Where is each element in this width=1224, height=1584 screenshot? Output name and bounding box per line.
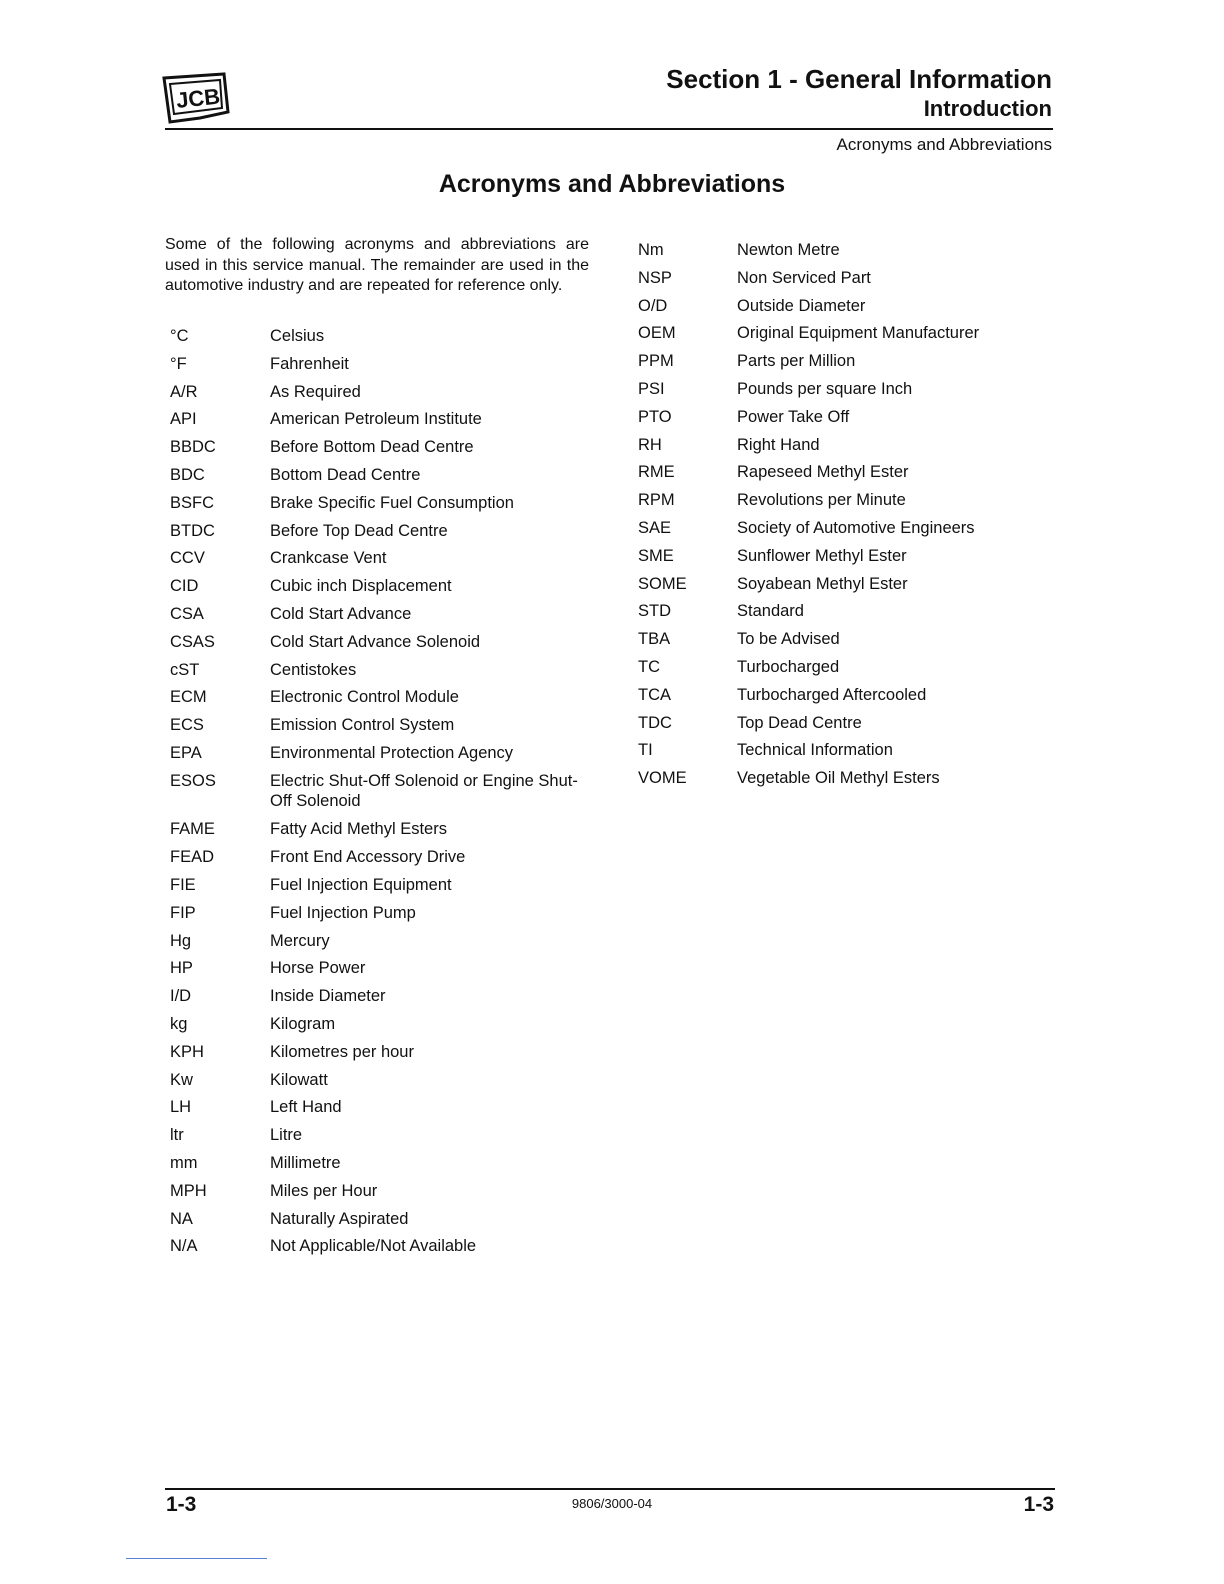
glossary-definition: Pounds per square Inch [737,380,913,398]
glossary-abbreviation: OEM [638,324,676,343]
glossary-definition: Emission Control System [270,716,455,735]
footer-doc-number: 9806/3000-04 [571,1496,653,1511]
glossary-definition: Environmental Protection Agency [270,744,514,762]
glossary-definition: Electric Shut-Off Solenoid or Engine Shut-Off Solenoid [270,771,578,811]
glossary-abbreviation: CSAS [170,632,215,651]
topic-label: Acronyms and Abbreviations [836,135,1052,154]
glossary-definition: Newton Metre [737,241,840,259]
glossary-abbreviation: TCA [638,685,671,704]
glossary-definition: Front End Accessory Drive [270,848,466,867]
footer-page-right: 1-3 [1023,1493,1054,1516]
glossary-abbreviation: I/D [170,987,192,1006]
glossary-abbreviation: EPA [170,744,202,762]
glossary-definition: Fuel Injection Equipment [270,875,452,894]
glossary-definition: Cubic inch Displacement [270,577,452,596]
glossary-abbreviation: TI [638,741,653,760]
jcb-logo [160,72,232,124]
glossary-abbreviation: STD [638,602,671,621]
glossary-abbreviation: Hg [170,931,192,950]
glossary-abbreviation: TBA [638,630,671,649]
glossary-definition: Litre [270,1126,303,1145]
glossary-definition: Top Dead Centre [737,713,862,732]
glossary-abbreviation: BSFC [170,493,215,512]
glossary-abbreviation: MPH [170,1181,207,1200]
glossary-definition: Left Hand [270,1098,342,1117]
glossary-definition: Non Serviced Part [737,268,871,287]
glossary-abbreviation: ECM [170,688,207,707]
glossary-abbreviation: FIP [170,903,196,922]
footer-rule [165,1488,1055,1490]
glossary-definition: Before Top Dead Centre [270,521,448,540]
glossary-definition: As Required [270,382,361,401]
glossary-abbreviation: BBDC [170,438,216,457]
glossary-abbreviation: CID [170,577,199,596]
glossary-abbreviation: SOME [638,574,687,593]
glossary-definition: Standard [737,602,804,621]
glossary-definition: Not Applicable/Not Available [270,1237,477,1256]
glossary-abbreviation: NSP [638,268,672,287]
glossary-abbreviation: RME [638,463,675,482]
glossary-definition: Electronic Control Module [270,688,459,707]
glossary-definition: Original Equipment Manufacturer [737,324,980,343]
glossary-abbreviation: FIE [170,875,196,894]
glossary-abbreviation: FAME [170,820,215,839]
glossary-abbreviation: CSA [170,605,204,623]
glossary-abbreviation: VOME [638,769,687,788]
glossary-definition: Revolutions per Minute [737,491,906,510]
glossary-abbreviation: cST [170,660,200,679]
glossary-abbreviation: SME [638,546,674,565]
glossary-abbreviation: BDC [170,466,205,484]
glossary-definition: Celsius [270,327,325,345]
glossary-definition: Technical Information [737,741,893,760]
page-title: Acronyms and Abbreviations [438,170,786,198]
glossary-definition: Naturally Aspirated [270,1209,409,1228]
glossary-abbreviation: TC [638,658,660,676]
glossary-abbreviation: PSI [638,380,665,398]
glossary-definition: Power Take Off [737,407,850,426]
subsection-title: Introduction [923,96,1052,121]
glossary-definition: Millimetre [270,1153,341,1172]
scan-edge-mark [126,1558,267,1559]
glossary-definition: Horse Power [270,959,366,978]
glossary-definition: Miles per Hour [270,1181,378,1200]
glossary-definition: Outside Diameter [737,296,866,315]
glossary-definition: Bottom Dead Centre [270,466,421,484]
glossary-abbreviation: Kw [170,1070,193,1089]
glossary-definition: To be Advised [737,630,840,649]
glossary-abbreviation: FEAD [170,848,215,867]
glossary-definition: Turbocharged [737,658,840,676]
glossary-abbreviation: TDC [638,713,672,732]
glossary-abbreviation: HP [170,959,193,978]
glossary-definition: Kilogram [270,1014,336,1033]
glossary-definition: Right Hand [737,435,820,454]
glossary-abbreviation: LH [170,1098,192,1117]
glossary-definition: Kilowatt [270,1070,328,1089]
glossary-abbreviation: PTO [638,407,672,426]
glossary-abbreviation: KPH [170,1042,204,1061]
glossary-definition: Sunflower Methyl Ester [737,546,907,565]
section-title: Section 1 - General Information [666,64,1052,94]
glossary-abbreviation: mm [170,1153,198,1172]
glossary-abbreviation: N/A [170,1237,198,1256]
glossary-definition: Before Bottom Dead Centre [270,438,474,457]
glossary-definition: American Petroleum Institute [270,410,482,429]
glossary-abbreviation: RH [638,435,662,454]
glossary-abbreviation: BTDC [170,521,215,540]
glossary-definition: Society of Automotive Engineers [737,519,975,537]
glossary-abbreviation: CCV [170,549,205,568]
glossary-definition: Inside Diameter [270,987,386,1006]
glossary-definition: Vegetable Oil Methyl Esters [737,769,940,788]
glossary-abbreviation: ESOS [170,771,216,790]
glossary-definition: Turbocharged Aftercooled [737,685,927,704]
glossary-abbreviation: SAE [638,519,672,537]
glossary-definition: Centistokes [270,660,357,679]
glossary-definition: Parts per Million [737,352,856,371]
glossary-abbreviation: API [170,410,197,429]
glossary-definition: Soyabean Methyl Ester [737,574,908,593]
glossary-definition: Kilometres per hour [270,1042,414,1061]
glossary-abbreviation: RPM [638,491,675,510]
glossary-abbreviation: Nm [638,241,664,259]
header-rule [165,128,1053,130]
glossary-abbreviation: PPM [638,352,674,371]
glossary-definition: Mercury [270,931,330,950]
glossary-abbreviation: NA [170,1209,193,1228]
glossary-abbreviation: °C [170,327,189,345]
glossary-abbreviation: ltr [170,1126,184,1145]
footer-page-left: 1-3 [166,1493,197,1516]
glossary-abbreviation: °F [170,354,187,373]
glossary-definition: Cold Start Advance [270,605,412,623]
glossary-definition: Rapeseed Methyl Ester [737,463,909,482]
glossary-definition: Fuel Injection Pump [270,903,416,922]
glossary-abbreviation: kg [170,1014,188,1033]
glossary-definition: Brake Specific Fuel Consumption [270,493,514,512]
glossary-definition: Cold Start Advance Solenoid [270,632,481,651]
glossary-definition: Crankcase Vent [270,549,387,568]
glossary-definition: Fatty Acid Methyl Esters [270,820,447,839]
glossary-abbreviation: ECS [170,716,204,735]
intro-paragraph: Some of the following acronyms and abbreviations are used in this service manual. The remainder are used in the automotive industry and are repeated for reference only. [165,236,589,294]
glossary-abbreviation: A/R [170,382,198,401]
svg-text:JCB: JCB [174,83,222,114]
glossary-abbreviation: O/D [638,296,668,315]
glossary-definition: Fahrenheit [270,354,349,373]
